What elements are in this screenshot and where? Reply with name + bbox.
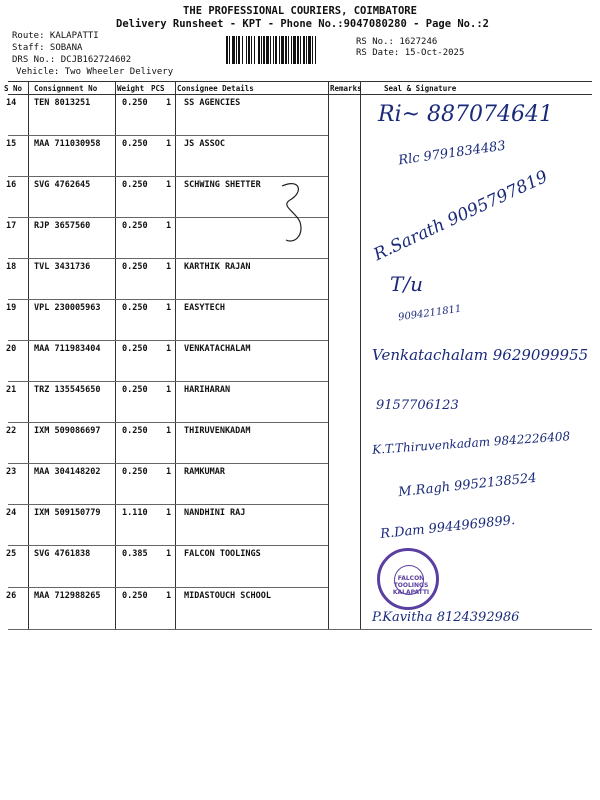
row-separator bbox=[8, 135, 328, 136]
row-separator bbox=[8, 258, 328, 259]
row-sno: 19 bbox=[6, 303, 17, 313]
rs-date: RS Date: 15-Oct-2025 bbox=[356, 48, 465, 58]
row-sno: 18 bbox=[6, 262, 17, 272]
row-weight: 0.250 bbox=[122, 139, 148, 149]
row-consignee: MIDASTOUCH SCHOOL bbox=[184, 591, 271, 601]
row-sno: 15 bbox=[6, 139, 17, 149]
signature: M.Ragh 9952138524 bbox=[397, 470, 538, 501]
row-weight: 0.250 bbox=[122, 467, 148, 477]
row-sno: 14 bbox=[6, 98, 17, 108]
stamp-text: FALCON TOOLINGS KALAPATTI bbox=[392, 575, 430, 596]
row-sno: 16 bbox=[6, 180, 17, 190]
row-sno: 23 bbox=[6, 467, 17, 477]
barcode-bar bbox=[316, 36, 318, 64]
row-sno: 20 bbox=[6, 344, 17, 354]
row-pcs: 1 bbox=[166, 508, 172, 518]
signature: R.Sarath 9095797819 bbox=[370, 166, 551, 266]
signature: Ri~ 887074641 bbox=[378, 102, 554, 127]
signature: 9094211811 bbox=[397, 303, 463, 324]
staff-label: Staff: SOBANA bbox=[12, 43, 83, 53]
row-separator bbox=[8, 176, 328, 177]
signature: Rlc 9791834483 bbox=[397, 138, 507, 169]
row-pcs: 1 bbox=[166, 467, 172, 477]
col-header-sno: S No bbox=[4, 84, 23, 93]
col-header-pcs: PCS bbox=[151, 84, 165, 93]
row-consignee: KARTHIK RAJAN bbox=[184, 262, 251, 272]
row-separator bbox=[8, 545, 328, 546]
row-pcs: 1 bbox=[166, 180, 172, 190]
row-weight: 0.250 bbox=[122, 180, 148, 190]
row-weight: 0.250 bbox=[122, 98, 148, 108]
row-pcs: 1 bbox=[166, 262, 172, 272]
row-pcs: 1 bbox=[166, 221, 172, 231]
row-separator bbox=[8, 422, 328, 423]
company-stamp bbox=[377, 548, 439, 610]
row-weight: 0.250 bbox=[122, 221, 148, 231]
signature: 9157706123 bbox=[376, 398, 459, 413]
row-consignment-no: TEN 8013251 bbox=[34, 98, 91, 108]
col-header-weight: Weight bbox=[117, 84, 145, 93]
col-header-consignment: Consignment No bbox=[34, 84, 98, 93]
row-pcs: 1 bbox=[166, 139, 172, 149]
row-consignee: SCHWING SHETTER bbox=[184, 180, 261, 190]
row-separator bbox=[8, 463, 328, 464]
row-consignee: VENKATACHALAM bbox=[184, 344, 251, 354]
col-header-remarks: Remarks bbox=[330, 84, 362, 93]
row-separator bbox=[8, 217, 328, 218]
header-bottom-border bbox=[8, 94, 592, 95]
row-pcs: 1 bbox=[166, 549, 172, 559]
row-weight: 0.250 bbox=[122, 591, 148, 601]
row-consignment-no: MAA 711030958 bbox=[34, 139, 101, 149]
row-pcs: 1 bbox=[166, 591, 172, 601]
signature: Venkatachalam 9629099955 bbox=[372, 346, 589, 364]
company-name: THE PROFESSIONAL COURIERS, COIMBATORE bbox=[183, 5, 417, 17]
route-label: Route: KALAPATTI bbox=[12, 31, 99, 41]
signature: K.T.Thiruvenkadam 9842226408 bbox=[371, 429, 571, 457]
row-consignee: RAMKUMAR bbox=[184, 467, 225, 477]
row-consignment-no: IXM 509086697 bbox=[34, 426, 101, 436]
row-weight: 0.250 bbox=[122, 344, 148, 354]
row-weight: 0.250 bbox=[122, 426, 148, 436]
row-consignee: HARIHARAN bbox=[184, 385, 231, 395]
row-consignment-no: SVG 4761838 bbox=[34, 549, 91, 559]
signature: P.Kavitha 8124392986 bbox=[372, 610, 520, 625]
row-sno: 26 bbox=[6, 591, 17, 601]
row-consignee: NANDHINI RAJ bbox=[184, 508, 246, 518]
row-weight: 1.110 bbox=[122, 508, 148, 518]
row-consignee: FALCON TOOLINGS bbox=[184, 549, 261, 559]
row-consignment-no: TRZ 135545650 bbox=[34, 385, 101, 395]
signature: R.Dam 9944969899. bbox=[379, 512, 516, 543]
row-consignment-no: MAA 304148202 bbox=[34, 467, 101, 477]
runsheet-subtitle: Delivery Runsheet - KPT - Phone No.:9047080280 - Page No.:2 bbox=[116, 18, 489, 30]
row-pcs: 1 bbox=[166, 344, 172, 354]
signature: T/u bbox=[390, 272, 423, 296]
row-pcs: 1 bbox=[166, 98, 172, 108]
row-pcs: 1 bbox=[166, 426, 172, 436]
row-consignment-no: SVG 4762645 bbox=[34, 180, 91, 190]
row-weight: 0.250 bbox=[122, 262, 148, 272]
row-consignee: SS AGENCIES bbox=[184, 98, 241, 108]
row-weight: 0.385 bbox=[122, 549, 148, 559]
row-consignment-no: IXM 509150779 bbox=[34, 508, 101, 518]
row-sno: 22 bbox=[6, 426, 17, 436]
row-consignment-no: RJP 3657560 bbox=[34, 221, 91, 231]
row-separator bbox=[8, 381, 328, 382]
barcode-image bbox=[226, 36, 352, 64]
row-sno: 21 bbox=[6, 385, 17, 395]
col-divider bbox=[175, 81, 176, 629]
row-separator bbox=[8, 340, 328, 341]
row-sno: 24 bbox=[6, 508, 17, 518]
table-top-border bbox=[8, 81, 592, 82]
row-consignment-no: MAA 711983404 bbox=[34, 344, 101, 354]
row-consignment-no: TVL 3431736 bbox=[34, 262, 91, 272]
row-consignment-no: VPL 230005963 bbox=[34, 303, 101, 313]
row-separator bbox=[8, 504, 328, 505]
vehicle-label: Vehicle: Two Wheeler Delivery bbox=[16, 67, 174, 77]
col-divider bbox=[115, 81, 116, 629]
drs-number: DRS No.: DCJB162724602 bbox=[12, 55, 132, 65]
col-divider bbox=[28, 81, 29, 629]
row-separator bbox=[8, 299, 328, 300]
row-weight: 0.250 bbox=[122, 385, 148, 395]
col-divider bbox=[328, 81, 329, 629]
row-consignee: EASYTECH bbox=[184, 303, 225, 313]
col-divider bbox=[360, 81, 361, 629]
row-separator bbox=[8, 587, 328, 588]
row-consignee: JS ASSOC bbox=[184, 139, 225, 149]
rs-number: RS No.: 1627246 bbox=[356, 37, 438, 47]
row-consignment-no: MAA 712988265 bbox=[34, 591, 101, 601]
col-header-seal: Seal & Signature bbox=[384, 84, 457, 93]
row-weight: 0.250 bbox=[122, 303, 148, 313]
row-separator bbox=[8, 629, 592, 630]
row-pcs: 1 bbox=[166, 303, 172, 313]
col-header-consignee: Consignee Details bbox=[177, 84, 254, 93]
row-consignee: THIRUVENKADAM bbox=[184, 426, 251, 436]
row-sno: 25 bbox=[6, 549, 17, 559]
row-sno: 17 bbox=[6, 221, 17, 231]
row-pcs: 1 bbox=[166, 385, 172, 395]
